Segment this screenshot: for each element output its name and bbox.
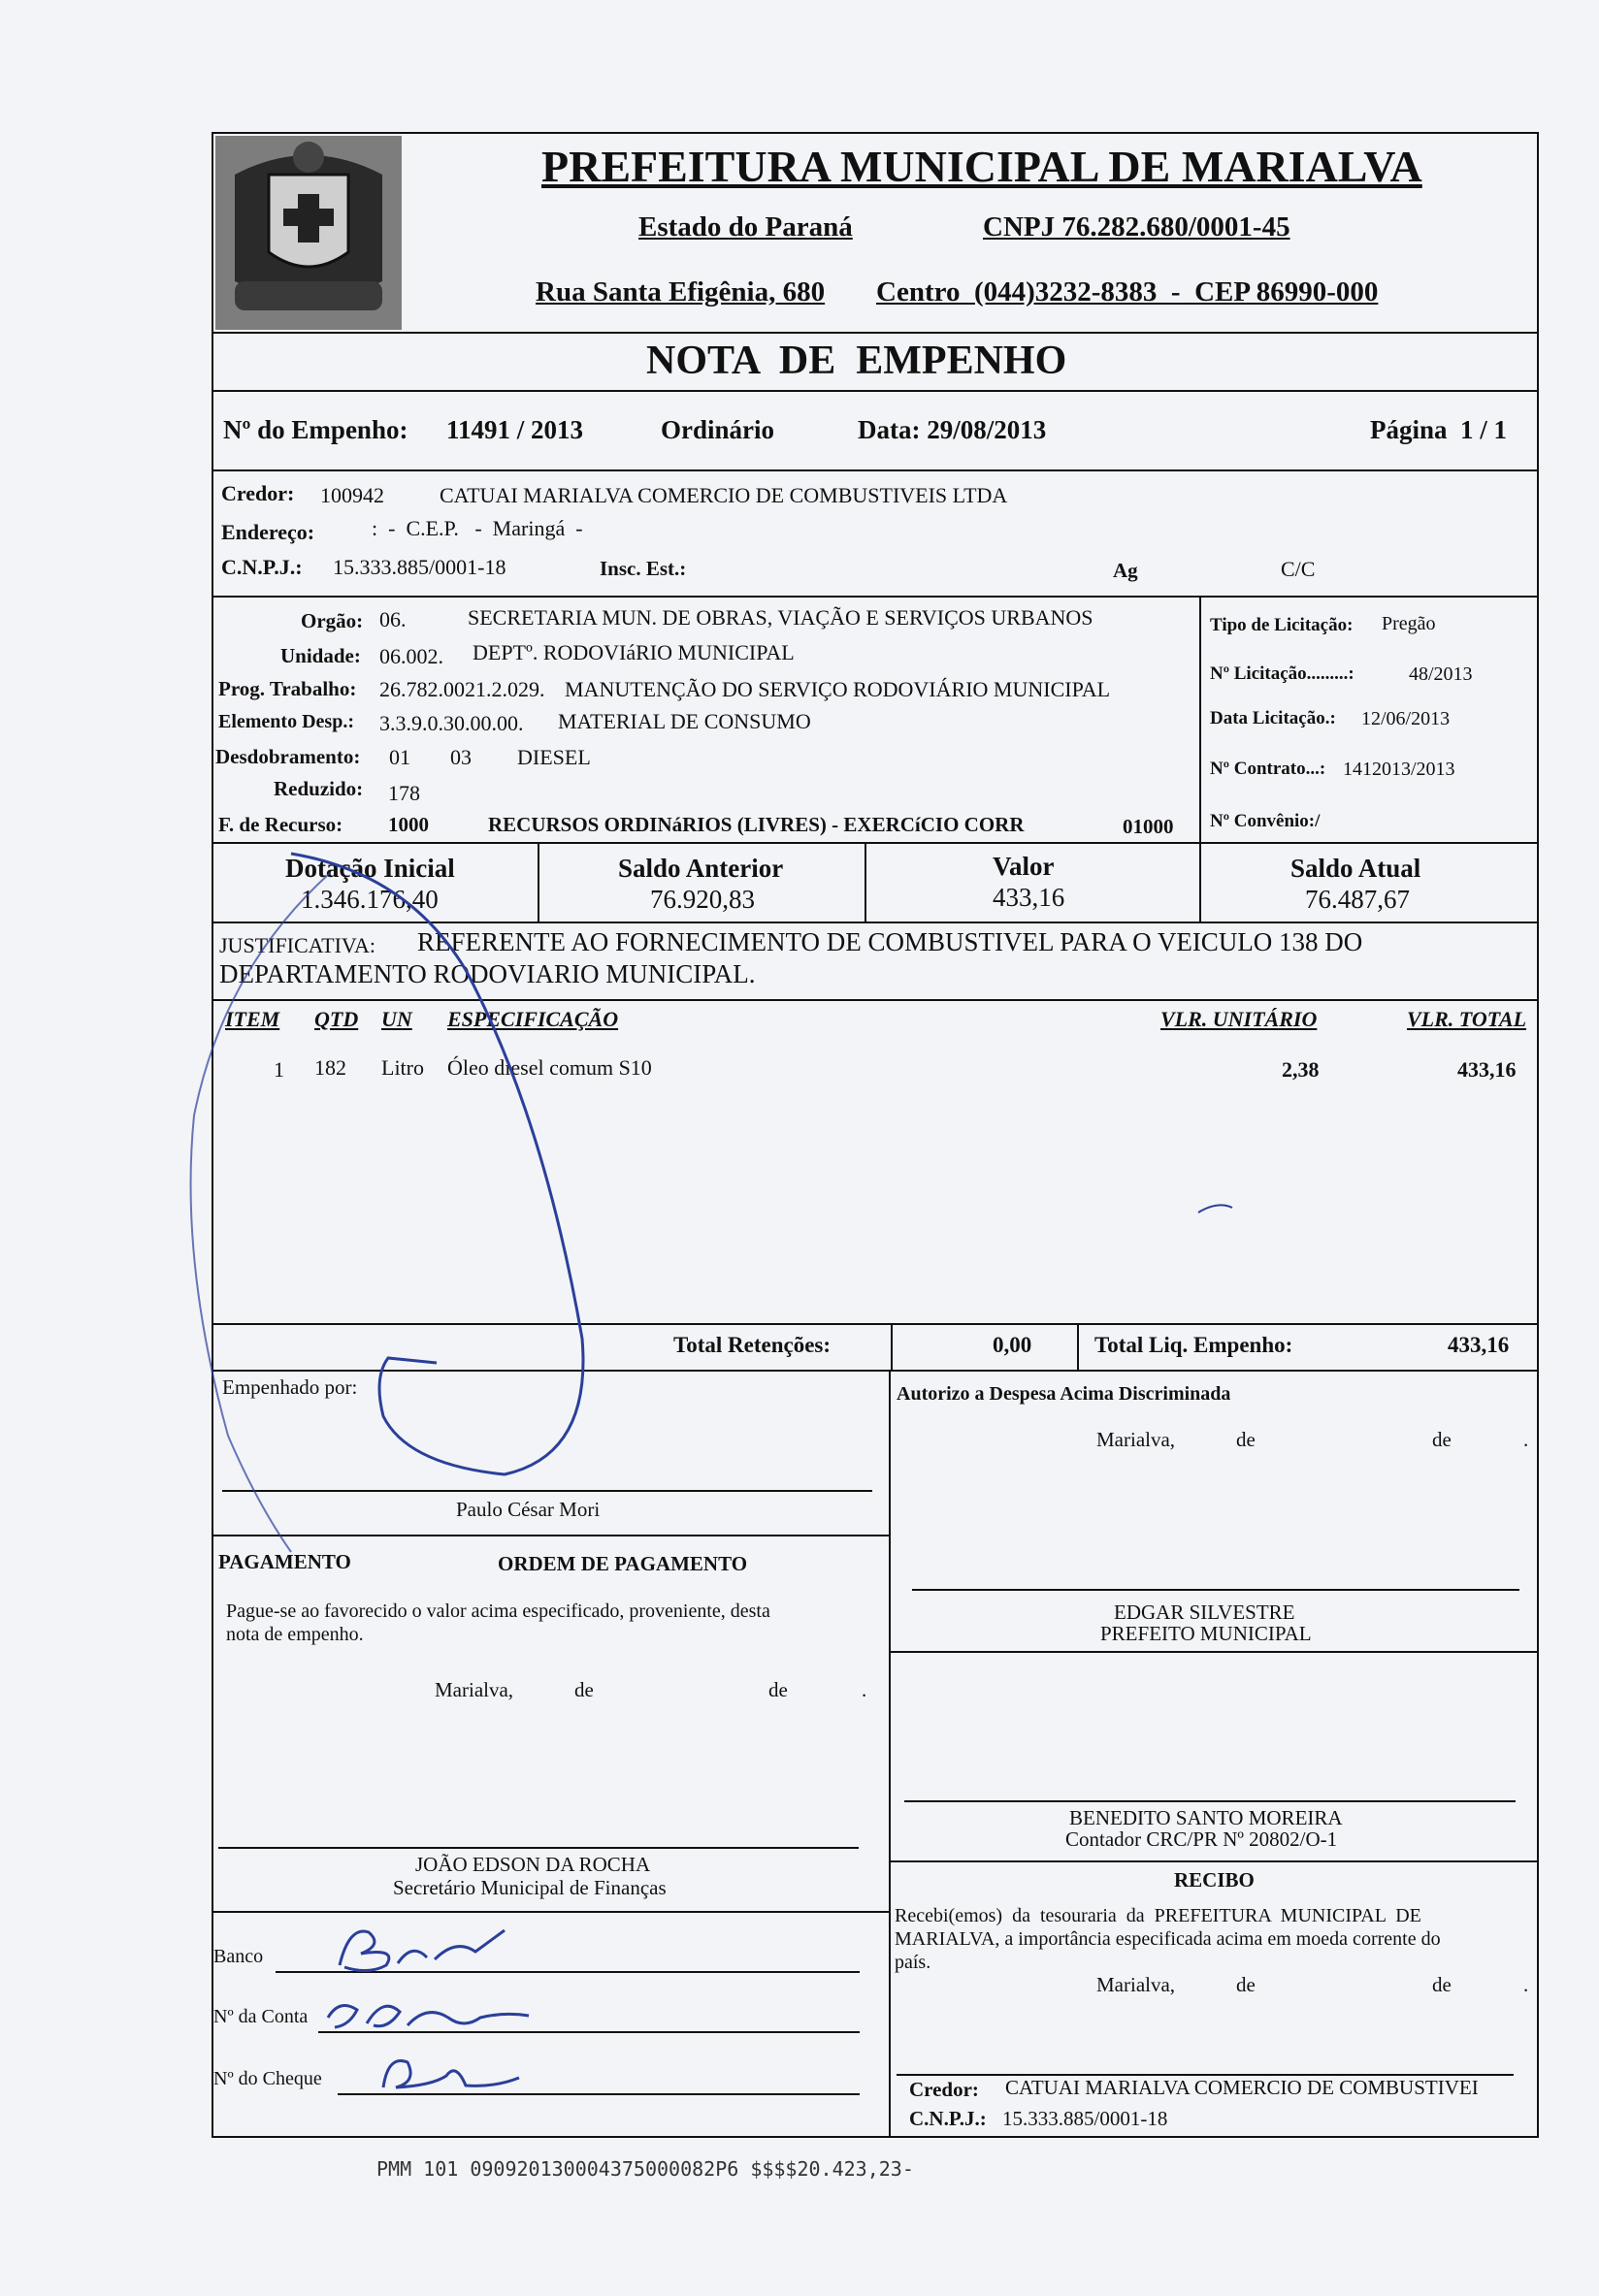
totals-divider-2 (1077, 1323, 1079, 1372)
saldo-anterior-label: Saldo Anterior (618, 854, 784, 883)
credor-code: 100942 (320, 483, 384, 507)
retencoes-label: Total Retenções: (673, 1333, 832, 1357)
unidade-label: Unidade: (280, 644, 361, 667)
justificativa-line-2: DEPARTAMENTO RODOVIARIO MUNICIPAL. (219, 959, 756, 988)
recibo-city: Marialva, (1096, 1973, 1176, 1996)
row-qtd: 182 (314, 1055, 346, 1080)
balance-divider-1 (538, 842, 539, 923)
valor-label: Valor (993, 852, 1055, 881)
justificativa-line-1: REFERENTE AO FORNECIMENTO DE COMBUSTIVEL PARA O VEICULO 138 DO (417, 927, 1363, 956)
banco-label: Banco (213, 1946, 264, 1967)
licitacao-num: 48/2013 (1409, 663, 1473, 685)
credor-label: Credor: (221, 481, 295, 505)
credor-cnpj: 15.333.885/0001-18 (333, 555, 506, 579)
licitacao-data-label: Data Licitação.: (1210, 708, 1336, 728)
recurso-label: F. de Recurso: (218, 813, 343, 836)
credor-insc-label: Insc. Est.: (600, 557, 687, 580)
empenho-number: 11491 / 2013 (446, 415, 584, 444)
prog-code: 26.782.0021.2.029. (379, 677, 545, 701)
municipal-crest-logo (215, 136, 402, 330)
liq-empenho-label: Total Liq. Empenho: (1094, 1333, 1293, 1357)
recibo-de-1: de (1236, 1973, 1256, 1996)
dotacao-inicial-label: Dotação Inicial (285, 854, 455, 883)
autorizo-title: Autorizo a Despesa Acima Discriminada (897, 1383, 1231, 1405)
contrato-label: Nº Contrato...: (1210, 759, 1326, 779)
justificativa-label: JUSTIFICATIVA: (219, 933, 375, 957)
header-address: Rua Santa Efigênia, 680 (536, 276, 826, 307)
recibo-text-3: país. (895, 1952, 931, 1973)
budget-divider (1199, 596, 1201, 844)
ordem-pagamento-label: ORDEM DE PAGAMENTO (498, 1552, 748, 1575)
balance-divider-3 (1199, 842, 1201, 923)
pagamento-dot: . (862, 1678, 867, 1701)
saldo-anterior-value: 76.920,83 (650, 885, 755, 914)
bank-divider (212, 1911, 889, 1913)
contador-signature-line (904, 1800, 1516, 1802)
autorizo-city: Marialva, (1096, 1428, 1176, 1451)
credor-address-label: Endereço: (221, 520, 315, 544)
cheque-line (338, 2093, 860, 2095)
licitacao-num-label: Nº Licitação.........: (1210, 663, 1354, 684)
recibo-cnpj: 15.333.885/0001-18 (1002, 2107, 1168, 2130)
saldo-atual-value: 76.487,67 (1305, 885, 1410, 914)
recibo-cnpj-label: C.N.P.J.: (909, 2107, 987, 2130)
desdobramento-b: 03 (450, 745, 472, 769)
unidade-code: 06.002. (379, 644, 443, 668)
pagamento-divider (212, 1535, 889, 1536)
recurso-code: 1000 (388, 813, 429, 836)
row-item: 1 (274, 1057, 284, 1082)
prog-label: Prog. Trabalho: (218, 677, 357, 700)
empenho-type: Ordinário (661, 415, 775, 444)
saldo-atual-label: Saldo Atual (1290, 854, 1421, 883)
secretario-signature-line (218, 1847, 859, 1849)
header-district-phone-cep: Centro (044)3232-8383 - CEP 86990-000 (876, 276, 1379, 307)
elemento-label: Elemento Desp.: (218, 711, 354, 732)
empenhado-por-label: Empenhado por: (222, 1375, 358, 1399)
col-vlr-total-header: VLR. TOTAL (1407, 1007, 1527, 1031)
footer-code: PMM 101 090920130004375000082P6 $$$$20.423,23- (376, 2157, 914, 2181)
totals-box (212, 1323, 1539, 1372)
licitacao-tipo-label: Tipo de Licitação: (1210, 615, 1354, 635)
empenhado-signature-line (222, 1490, 872, 1492)
conta-line (318, 2031, 860, 2033)
signature-area-divider (889, 1370, 891, 2138)
pagamento-text-1: Pague-se ao favorecido o valor acima especificado, proveniente, desta (226, 1601, 770, 1622)
licitacao-tipo: Pregão (1382, 613, 1436, 634)
balance-divider-2 (865, 842, 866, 923)
row-vlr-total: 433,16 (1457, 1057, 1517, 1082)
conta-label: Nº da Conta (213, 2006, 309, 2027)
totals-divider-1 (891, 1323, 893, 1372)
desdobramento-label: Desdobramento: (215, 745, 361, 768)
recibo-text-1: Recebi(emos) da tesouraria da PREFEITURA MUNICIPAL DE (895, 1905, 1421, 1926)
signature-area-box (212, 1370, 1539, 2138)
recurso-name: RECURSOS ORDINáRIOS (LIVRES) - EXERCíCIO CORR (488, 813, 1025, 836)
recibo-dot: . (1523, 1973, 1529, 1996)
credor-ag-label: Ag (1113, 559, 1138, 582)
autorizo-de-1: de (1236, 1428, 1256, 1451)
licitacao-data: 12/06/2013 (1361, 708, 1451, 729)
credor-name: CATUAI MARIALVA COMERCIO DE COMBUSTIVEIS LTDA (440, 483, 1008, 507)
header-title: PREFEITURA MUNICIPAL DE MARIALVA (541, 142, 1422, 191)
pagamento-label: PAGAMENTO (218, 1550, 351, 1573)
recibo-divider (889, 1860, 1539, 1862)
prefeito-role: PREFEITO MUNICIPAL (1100, 1622, 1312, 1645)
retencoes-value: 0,00 (993, 1333, 1032, 1357)
empenho-date: Data: 29/08/2013 (858, 415, 1047, 444)
orgao-name: SECRETARIA MUN. DE OBRAS, VIAÇÃO E SERVIÇOS URBANOS (468, 605, 1093, 630)
col-item-header: ITEM (225, 1007, 280, 1031)
pagamento-text-2: nota de empenho. (226, 1624, 364, 1645)
col-qtd-header: QTD (314, 1007, 359, 1031)
credor-address: : - C.E.P. - Maringá - (372, 516, 583, 540)
empenhado-por-name: Paulo César Mori (456, 1498, 601, 1521)
pagamento-de-2: de (768, 1678, 788, 1701)
elemento-code: 3.3.9.0.30.00.00. (379, 711, 524, 735)
row-vlr-unit: 2,38 (1282, 1057, 1320, 1082)
orgao-label: Orgão: (301, 609, 364, 632)
dotacao-inicial-value: 1.346.176,40 (301, 885, 439, 914)
doc-title: NOTA DE EMPENHO (646, 339, 1067, 383)
autorizo-de-2: de (1432, 1428, 1452, 1451)
pagamento-city: Marialva, (435, 1678, 514, 1701)
row-spec: Óleo diesel comum S10 (447, 1055, 652, 1080)
contador-role: Contador CRC/PR Nº 20802/O-1 (1065, 1827, 1338, 1851)
recibo-title: RECIBO (1174, 1868, 1255, 1892)
elemento-name: MATERIAL DE CONSUMO (558, 709, 811, 733)
contador-divider (889, 1651, 1539, 1653)
recibo-credor-name: CATUAI MARIALVA COMERCIO DE COMBUSTIVEI (1005, 2076, 1479, 2099)
row-un: Litro (381, 1055, 424, 1080)
prefeito-signature-line (912, 1589, 1519, 1591)
reduzido-value: 178 (388, 781, 420, 805)
prog-name: MANUTENÇÃO DO SERVIÇO RODOVIÁRIO MUNICIPAL (565, 677, 1111, 701)
banco-line (276, 1971, 860, 1973)
cheque-label: Nº do Cheque (213, 2068, 322, 2089)
contrato-num: 1412013/2013 (1343, 759, 1455, 780)
valor-value: 433,16 (993, 883, 1065, 912)
empenho-page: Página 1 / 1 (1370, 415, 1508, 444)
pagamento-de-1: de (574, 1678, 594, 1701)
recibo-credor-label: Credor: (909, 2078, 979, 2101)
col-un-header: UN (381, 1007, 412, 1031)
recurso-code-2: 01000 (1123, 815, 1174, 838)
header-state: Estado do Paraná (638, 211, 853, 243)
liq-empenho-value: 433,16 (1448, 1333, 1510, 1357)
col-spec-header: ESPECIFICAÇÃO (447, 1007, 619, 1031)
items-box (212, 999, 1539, 1325)
secretario-name: JOÃO EDSON DA ROCHA (415, 1853, 651, 1876)
convenio-label: Nº Convênio:/ (1210, 811, 1321, 831)
empenho-number-label: Nº do Empenho: (223, 415, 408, 444)
orgao-code: 06. (379, 607, 407, 631)
reduzido-label: Reduzido: (274, 777, 364, 800)
col-vlr-unit-header: VLR. UNITÁRIO (1160, 1007, 1318, 1031)
recibo-de-2: de (1432, 1973, 1452, 1996)
desdobramento-name: DIESEL (517, 745, 591, 769)
header-cnpj: CNPJ 76.282.680/0001-45 (983, 211, 1290, 243)
secretario-role: Secretário Municipal de Finanças (393, 1876, 667, 1899)
credor-cc-label: C/C (1281, 557, 1316, 581)
prefeito-name: EDGAR SILVESTRE (1114, 1601, 1295, 1624)
credor-cnpj-label: C.N.P.J.: (221, 555, 303, 579)
desdobramento-a: 01 (389, 745, 410, 769)
autorizo-dot: . (1523, 1428, 1529, 1451)
contador-name: BENEDITO SANTO MOREIRA (1069, 1806, 1343, 1829)
unidade-name: DEPTº. RODOVIáRIO MUNICIPAL (473, 640, 795, 664)
recibo-text-2: MARIALVA, a importância especificada acima em moeda corrente do (895, 1928, 1441, 1950)
